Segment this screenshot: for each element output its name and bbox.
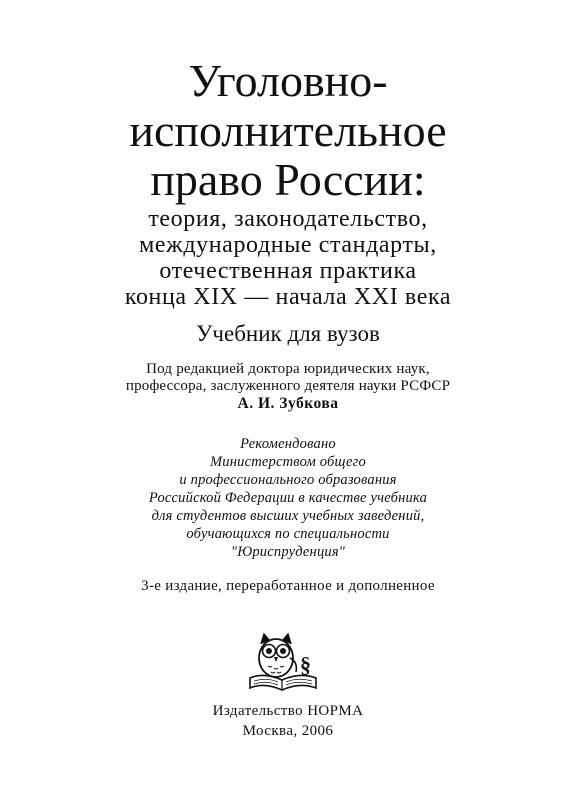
recommendation-line-1: Рекомендовано [240,436,336,452]
book-subtitle-line-1: теория, законодательство, [148,206,428,232]
recommendation-line-5: для студентов высших учебных заведений, [151,508,425,524]
book-subtitle-line-3: отечественная практика [159,258,417,284]
book-title-line-1: Уголовно- [188,55,388,106]
book-title-line-2: исполнительное [129,105,447,156]
publisher-logo-icon [244,628,322,694]
recommendation-line-3: и профессионального образования [179,472,397,488]
recommendation-line-7: "Юриспруденция" [230,544,346,560]
editor-line-1: Под редакцией доктора юридических наук, [146,361,430,377]
publisher-city-year: Москва, 2006 [242,723,334,739]
book-subtitle-line-2: международные стандарты, [139,232,437,258]
recommendation-line-6: обучающихся по специальности [186,526,390,542]
recommendation-line-4: Российской Федерации в качестве учебника [148,490,428,506]
editor-line-2: профессора, заслуженного деятеля науки РСФСР [125,378,451,394]
book-subtitle-line-4: конца XIX — начала XXI века [124,284,452,310]
recommendation-line-2: Министерством общего [210,454,366,470]
book-kind: Учебник для вузов [196,321,380,346]
edition-note: 3-е издание, переработанное и дополненное [141,578,435,594]
publisher-name: Издательство НОРМА [212,703,364,719]
book-title-line-3: право России: [150,154,426,205]
editor-name: А. И. Зубкова [237,395,339,412]
svg-text:§: § [300,652,311,677]
